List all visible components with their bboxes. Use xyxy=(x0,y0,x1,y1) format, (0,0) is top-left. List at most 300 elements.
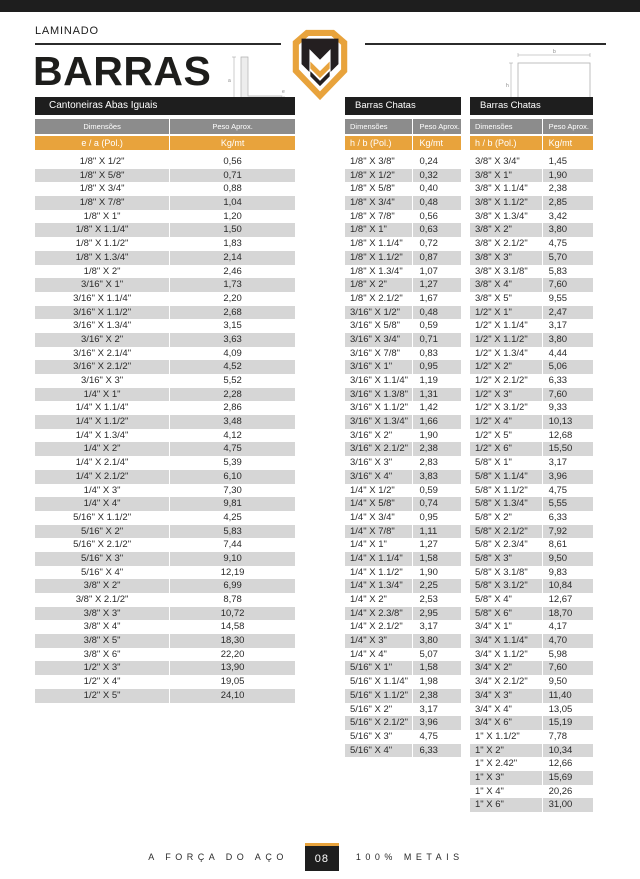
dimension-cell: 3/8" X 5" xyxy=(35,634,170,648)
table-row xyxy=(35,237,295,251)
table-row xyxy=(345,620,461,634)
dimension-cell: 1/2" X 4" xyxy=(35,675,170,689)
weight-cell: 0,48 xyxy=(419,197,438,209)
table-row xyxy=(35,265,295,279)
weight-cell: 4,75 xyxy=(548,238,568,250)
dimension-cell: 5/16" X 2.1/2" xyxy=(345,716,413,730)
dimension-cell: 5/8" X 1.3/4" xyxy=(470,497,543,511)
dimension-cell: 5/8" X 6" xyxy=(470,607,543,621)
dimension-cell: 3/16" X 2.1/2" xyxy=(345,442,413,456)
table-row xyxy=(35,415,295,429)
dimension-cell: 3/16" X 1.1/4" xyxy=(345,374,413,388)
weight-cell: 0,83 xyxy=(419,347,438,359)
table-row xyxy=(345,661,461,675)
table-row xyxy=(35,661,295,675)
weight-cell: 0,56 xyxy=(223,156,242,167)
table-row xyxy=(35,620,295,634)
table-row xyxy=(35,497,295,511)
weight-cell: 7,44 xyxy=(223,539,242,551)
weight-cell: 2,38 xyxy=(548,183,568,195)
table-row xyxy=(470,456,593,470)
table-row xyxy=(345,210,461,224)
weight-cell: 12,68 xyxy=(548,429,573,441)
weight-cell: 10,13 xyxy=(548,416,573,428)
table-row xyxy=(345,401,461,415)
dimension-cell: 1/4" X 2.3/8" xyxy=(345,607,413,621)
table-row xyxy=(470,648,593,662)
dimension-cell: 1/8" X 5/8" xyxy=(35,169,170,183)
weight-cell: 0,95 xyxy=(419,361,438,373)
dimension-cell: 1/4" X 2.1/4" xyxy=(35,456,170,470)
table-row xyxy=(35,278,295,292)
table-row xyxy=(470,347,593,361)
weight-cell: 0,72 xyxy=(419,238,438,250)
weight-cell: 3,17 xyxy=(419,703,438,715)
weight-cell: 2,46 xyxy=(223,265,242,277)
weight-cell: 10,34 xyxy=(548,744,573,756)
table-row xyxy=(470,182,593,196)
weight-cell: 4,75 xyxy=(548,484,568,496)
table-row xyxy=(35,607,295,621)
table-row xyxy=(345,182,461,196)
dimension-cell: 1/8" X 1.3/4" xyxy=(35,251,170,265)
dimension-cell: 5/8" X 3" xyxy=(470,552,543,566)
weight-cell: 1,07 xyxy=(419,265,438,277)
dimension-cell: 1/4" X 2" xyxy=(35,442,170,456)
header-weight: Peso Aprox. xyxy=(548,122,590,131)
dimension-cell: 5/8" X 2" xyxy=(470,511,543,525)
dimension-cell: 3/4" X 4" xyxy=(470,703,543,717)
dimension-cell: 1/4" X 1.3/4" xyxy=(345,579,413,593)
dimension-cell: 1/4" X 3" xyxy=(345,634,413,648)
weight-cell: 1,42 xyxy=(419,402,438,414)
weight-cell: 0,88 xyxy=(223,183,242,195)
weight-cell: 9,10 xyxy=(223,552,242,564)
dimension-cell: 3/16" X 4" xyxy=(345,470,413,484)
dimension-cell: 3/16" X 1.1/2" xyxy=(35,306,170,320)
dimension-cell: 3/8" X 2" xyxy=(35,579,170,593)
weight-cell: 9,55 xyxy=(548,292,568,304)
dimension-cell: 1/4" X 1.1/4" xyxy=(345,552,413,566)
table-row xyxy=(470,689,593,703)
weight-cell: 0,63 xyxy=(419,224,438,236)
table-row xyxy=(345,538,461,552)
table-row xyxy=(345,716,461,730)
weight-cell: 1,04 xyxy=(223,197,242,209)
table-row xyxy=(345,497,461,511)
weight-cell: 0,40 xyxy=(419,183,438,195)
table-row xyxy=(470,661,593,675)
table-row xyxy=(35,456,295,470)
dimension-cell: 1/4" X 2.1/2" xyxy=(345,620,413,634)
weight-cell: 31,00 xyxy=(548,799,573,811)
table-row xyxy=(470,579,593,593)
weight-cell: 0,71 xyxy=(419,333,438,345)
table-header-row xyxy=(35,119,295,134)
table-row xyxy=(35,511,295,525)
table-units-row xyxy=(35,136,295,150)
table-row xyxy=(345,223,461,237)
dimension-cell: 1/2" X 4" xyxy=(470,415,543,429)
dimension-cell: 1" X 3" xyxy=(470,771,543,785)
weight-cell: 3,80 xyxy=(548,333,568,345)
dimension-cell: 1/4" X 4" xyxy=(345,648,413,662)
weight-cell: 6,33 xyxy=(419,744,438,756)
weight-cell: 6,10 xyxy=(223,470,242,482)
table-row xyxy=(470,566,593,580)
weight-cell: 19,05 xyxy=(220,676,245,688)
table-row xyxy=(345,703,461,717)
weight-cell: 18,30 xyxy=(220,635,245,647)
table-row xyxy=(345,744,461,758)
weight-cell: 3,96 xyxy=(419,717,438,729)
table-row xyxy=(345,484,461,498)
table-row xyxy=(345,360,461,374)
table-row xyxy=(345,237,461,251)
weight-cell: 0,95 xyxy=(419,511,438,523)
dimension-cell: 3/16" X 1/2" xyxy=(345,306,413,320)
weight-cell: 2,38 xyxy=(419,443,438,455)
weight-cell: 1,98 xyxy=(419,676,438,688)
weight-cell: 15,69 xyxy=(548,771,573,783)
table-row xyxy=(345,566,461,580)
dimension-cell: 5/16" X 3" xyxy=(35,552,170,566)
weight-cell: 3,48 xyxy=(223,416,242,428)
table-row xyxy=(345,648,461,662)
dimension-cell: 5/16" X 2" xyxy=(345,703,413,717)
dimension-cell: 1/8" X 1.1/4" xyxy=(35,223,170,237)
header-weight: Peso Aprox. xyxy=(419,122,460,131)
weight-cell: 9,81 xyxy=(223,498,242,510)
dimension-cell: 3/8" X 4" xyxy=(35,620,170,634)
table-row xyxy=(470,319,593,333)
dimension-cell: 1/8" X 7/8" xyxy=(35,196,170,210)
weight-cell: 5,39 xyxy=(223,457,242,469)
dimension-cell: 3/8" X 2" xyxy=(470,223,543,237)
table-row xyxy=(345,552,461,566)
dimension-cell: 1/8" X 7/8" xyxy=(345,210,413,224)
dimension-cell: 5/16" X 1.1/2" xyxy=(35,511,170,525)
table-body xyxy=(470,155,593,812)
table-row xyxy=(35,634,295,648)
table-row xyxy=(35,484,295,498)
dimension-cell: 1/8" X 3/4" xyxy=(345,196,413,210)
dimension-cell: 5/16" X 1.1/2" xyxy=(345,689,413,703)
weight-cell: 0,48 xyxy=(419,306,438,318)
weight-cell: 0,56 xyxy=(419,210,438,222)
dimension-cell: 3/8" X 1.3/4" xyxy=(470,210,543,224)
weight-cell: 3,42 xyxy=(548,210,568,222)
table-title: Cantoneiras Abas Iguais xyxy=(35,97,295,115)
weight-cell: 1,27 xyxy=(419,279,438,291)
dimension-cell: 5/16" X 1.1/4" xyxy=(345,675,413,689)
weight-cell: 1,31 xyxy=(419,388,438,400)
dimension-cell: 1/8" X 2" xyxy=(345,278,413,292)
table-row xyxy=(470,716,593,730)
weight-cell: 6,99 xyxy=(223,580,242,592)
flat-dim-label-b: b xyxy=(553,49,556,55)
weight-cell: 3,83 xyxy=(419,470,438,482)
table-row xyxy=(345,689,461,703)
table-row xyxy=(35,292,295,306)
table-row xyxy=(470,511,593,525)
weight-cell: 13,05 xyxy=(548,703,573,715)
dimension-cell: 3/8" X 3" xyxy=(470,251,543,265)
table-row xyxy=(35,648,295,662)
table-row xyxy=(470,237,593,251)
dimension-cell: 3/16" X 1.3/4" xyxy=(35,319,170,333)
top-black-bar xyxy=(0,0,640,12)
table-row xyxy=(345,388,461,402)
weight-cell: 3,96 xyxy=(548,470,568,482)
weight-cell: 7,60 xyxy=(548,279,568,291)
dimension-cell: 5/8" X 1" xyxy=(470,456,543,470)
table-row xyxy=(470,251,593,265)
weight-cell: 0,24 xyxy=(419,156,438,167)
table-row xyxy=(470,634,593,648)
weight-cell: 6,33 xyxy=(548,511,568,523)
dimension-cell: 3/16" X 7/8" xyxy=(345,347,413,361)
weight-cell: 14,58 xyxy=(220,621,245,633)
dimension-cell: 5/16" X 4" xyxy=(35,566,170,580)
dimension-cell: 1" X 2" xyxy=(470,744,543,758)
weight-cell: 5,83 xyxy=(223,525,242,537)
weight-cell: 5,70 xyxy=(548,251,568,263)
weight-cell: 2,38 xyxy=(419,689,438,701)
units-dimensions: h / b (Pol.) xyxy=(470,136,543,150)
table-row xyxy=(470,675,593,689)
weight-cell: 12,66 xyxy=(548,758,573,770)
header-rule-right xyxy=(365,43,606,45)
table-row xyxy=(470,306,593,320)
dimension-cell: 1/4" X 1.1/2" xyxy=(35,415,170,429)
weight-cell: 10,84 xyxy=(548,580,573,592)
table-row xyxy=(35,566,295,580)
table-row xyxy=(470,771,593,785)
table-cantoneiras-abas-iguais xyxy=(35,97,295,703)
weight-cell: 1,83 xyxy=(223,238,242,250)
weight-cell: 1,50 xyxy=(223,224,242,236)
weight-cell: 22,20 xyxy=(220,648,245,660)
table-row xyxy=(470,607,593,621)
dimension-cell: 3/16" X 1.1/2" xyxy=(345,401,413,415)
table-row xyxy=(345,374,461,388)
weight-cell: 1,67 xyxy=(419,292,438,304)
weight-cell: 6,33 xyxy=(548,375,568,386)
weight-cell: 8,61 xyxy=(548,539,568,551)
table-row xyxy=(345,265,461,279)
dimension-cell: 1/4" X 1" xyxy=(35,388,170,402)
table-title: Barras Chatas xyxy=(345,97,461,115)
header-weight: Peso Aprox. xyxy=(212,122,253,131)
dimension-cell: 1/4" X 5/8" xyxy=(345,497,413,511)
table-units-row xyxy=(470,136,593,150)
dimension-cell: 3/16" X 1.1/4" xyxy=(35,292,170,306)
weight-cell: 2,20 xyxy=(223,292,242,304)
weight-cell: 18,70 xyxy=(548,607,573,619)
units-dimensions: e / a (Pol.) xyxy=(35,136,170,150)
dimension-cell: 3/8" X 4" xyxy=(470,278,543,292)
dimension-cell: 1/8" X 2.1/2" xyxy=(345,292,413,306)
weight-cell: 12,19 xyxy=(220,566,245,578)
dimension-cell: 1/4" X 7/8" xyxy=(345,525,413,539)
weight-cell: 2,68 xyxy=(223,306,242,318)
table-row xyxy=(35,374,295,388)
table-header-row xyxy=(470,119,593,134)
dimension-cell: 1/4" X 3/4" xyxy=(345,511,413,525)
table-row xyxy=(470,552,593,566)
dimension-cell: 1/8" X 1" xyxy=(35,210,170,224)
table-row xyxy=(345,347,461,361)
table-row xyxy=(470,223,593,237)
weight-cell: 4,75 xyxy=(419,730,438,742)
weight-cell: 0,59 xyxy=(419,320,438,332)
dimension-cell: 1/8" X 5/8" xyxy=(345,182,413,196)
weight-cell: 9,50 xyxy=(548,676,568,688)
table-row xyxy=(470,785,593,799)
dimension-cell: 5/16" X 4" xyxy=(345,744,413,758)
weight-cell: 1,90 xyxy=(419,429,438,441)
dimension-cell: 1/8" X 1/2" xyxy=(35,155,170,169)
weight-cell: 2,95 xyxy=(419,607,438,619)
table-row xyxy=(345,251,461,265)
table-row xyxy=(345,196,461,210)
table-row xyxy=(470,429,593,443)
weight-cell: 4,12 xyxy=(223,429,242,441)
weight-cell: 7,78 xyxy=(548,730,568,742)
table-row xyxy=(35,251,295,265)
table-row xyxy=(345,292,461,306)
table-row xyxy=(35,210,295,224)
weight-cell: 0,32 xyxy=(419,169,438,181)
weight-cell: 0,87 xyxy=(419,251,438,263)
table-row xyxy=(470,497,593,511)
dimension-cell: 3/16" X 5/8" xyxy=(345,319,413,333)
table-row xyxy=(345,675,461,689)
table-row xyxy=(345,579,461,593)
table-row xyxy=(35,169,295,183)
weight-cell: 1,90 xyxy=(548,169,568,181)
table-row xyxy=(470,538,593,552)
table-row xyxy=(35,347,295,361)
table-row xyxy=(345,730,461,744)
weight-cell: 2,25 xyxy=(419,580,438,592)
weight-cell: 3,80 xyxy=(548,224,568,236)
dimension-cell: 1/2" X 5" xyxy=(470,429,543,443)
table-row xyxy=(470,730,593,744)
dimension-cell: 1/2" X 5" xyxy=(35,689,170,703)
weight-cell: 12,67 xyxy=(548,594,573,605)
weight-cell: 4,09 xyxy=(223,347,242,359)
weight-cell: 4,70 xyxy=(548,635,568,647)
table-row xyxy=(35,593,295,607)
dimension-cell: 1/8" X 1.1/4" xyxy=(345,237,413,251)
dimension-cell: 1/4" X 1.1/4" xyxy=(35,401,170,415)
dimension-cell: 1/2" X 3.1/2" xyxy=(470,401,543,415)
dimension-cell: 1/4" X 1" xyxy=(345,538,413,552)
dimension-cell: 3/8" X 6" xyxy=(35,648,170,662)
dimension-cell: 3/16" X 2" xyxy=(345,429,413,443)
dimension-cell: 1/2" X 6" xyxy=(470,442,543,456)
page-title: BARRAS xyxy=(33,48,212,94)
weight-cell: 1,58 xyxy=(419,552,438,564)
weight-cell: 1,90 xyxy=(419,566,438,578)
dimension-cell: 3/16" X 3/4" xyxy=(345,333,413,347)
weight-cell: 0,74 xyxy=(419,498,438,510)
table-row xyxy=(470,360,593,374)
weight-cell: 24,10 xyxy=(220,689,245,701)
dimension-cell: 5/8" X 4" xyxy=(470,593,543,607)
dimension-cell: 1/2" X 1" xyxy=(470,306,543,320)
flat-dim-label-h: h xyxy=(506,83,509,89)
dimension-cell: 1/2" X 2.1/2" xyxy=(470,374,543,388)
dimension-cell: 5/16" X 2" xyxy=(35,525,170,539)
weight-cell: 15,50 xyxy=(548,443,573,455)
dimension-cell: 3/8" X 1.1/4" xyxy=(470,182,543,196)
weight-cell: 4,25 xyxy=(223,511,242,523)
page-number-badge: 08 xyxy=(305,843,339,871)
table-row xyxy=(470,155,593,169)
dimension-cell: 3/8" X 1.1/2" xyxy=(470,196,543,210)
dimension-cell: 3/8" X 2.1/2" xyxy=(35,593,170,607)
table-barras-chatas-2 xyxy=(470,97,593,812)
weight-cell: 0,71 xyxy=(223,169,242,181)
dimension-cell: 5/8" X 3.1/2" xyxy=(470,579,543,593)
dimension-cell: 5/8" X 1.1/2" xyxy=(470,484,543,498)
table-row xyxy=(35,155,295,169)
weight-cell: 2,14 xyxy=(223,251,242,263)
table-barras-chatas-1 xyxy=(345,97,461,757)
dimension-cell: 5/16" X 3" xyxy=(345,730,413,744)
dimension-cell: 3/8" X 1" xyxy=(470,169,543,183)
weight-cell: 7,60 xyxy=(548,662,568,674)
table-row xyxy=(35,429,295,443)
weight-cell: 5,06 xyxy=(548,361,568,373)
weight-cell: 5,83 xyxy=(548,265,568,277)
weight-cell: 3,63 xyxy=(223,333,242,345)
dimension-cell: 5/8" X 2.1/2" xyxy=(470,525,543,539)
table-row xyxy=(470,757,593,771)
dimension-cell: 3/16" X 1.3/8" xyxy=(345,388,413,402)
weight-cell: 5,07 xyxy=(419,648,438,660)
dimension-cell: 1/8" X 1.1/2" xyxy=(345,251,413,265)
dimension-cell: 1/2" X 1.1/4" xyxy=(470,319,543,333)
weight-cell: 2,83 xyxy=(419,457,438,469)
weight-cell: 8,78 xyxy=(223,594,242,605)
weight-cell: 5,98 xyxy=(548,648,568,660)
header-rule-left xyxy=(35,43,281,45)
table-header-row xyxy=(345,119,461,134)
table-row xyxy=(470,593,593,607)
weight-cell: 3,15 xyxy=(223,320,242,332)
table-row xyxy=(345,525,461,539)
table-row xyxy=(470,744,593,758)
dimension-cell: 3/16" X 1" xyxy=(345,360,413,374)
table-row xyxy=(345,155,461,169)
table-row xyxy=(35,689,295,703)
dimension-cell: 3/16" X 3" xyxy=(345,456,413,470)
weight-cell: 9,83 xyxy=(548,566,568,578)
weight-cell: 1,58 xyxy=(419,662,438,674)
dimension-cell: 3/16" X 3" xyxy=(35,374,170,388)
table-row xyxy=(470,470,593,484)
table-row xyxy=(345,415,461,429)
table-row xyxy=(470,442,593,456)
dimension-cell: 1/4" X 1.3/4" xyxy=(35,429,170,443)
dimension-cell: 1" X 1.1/2" xyxy=(470,730,543,744)
table-row xyxy=(345,169,461,183)
dimension-cell: 1/4" X 2" xyxy=(345,593,413,607)
